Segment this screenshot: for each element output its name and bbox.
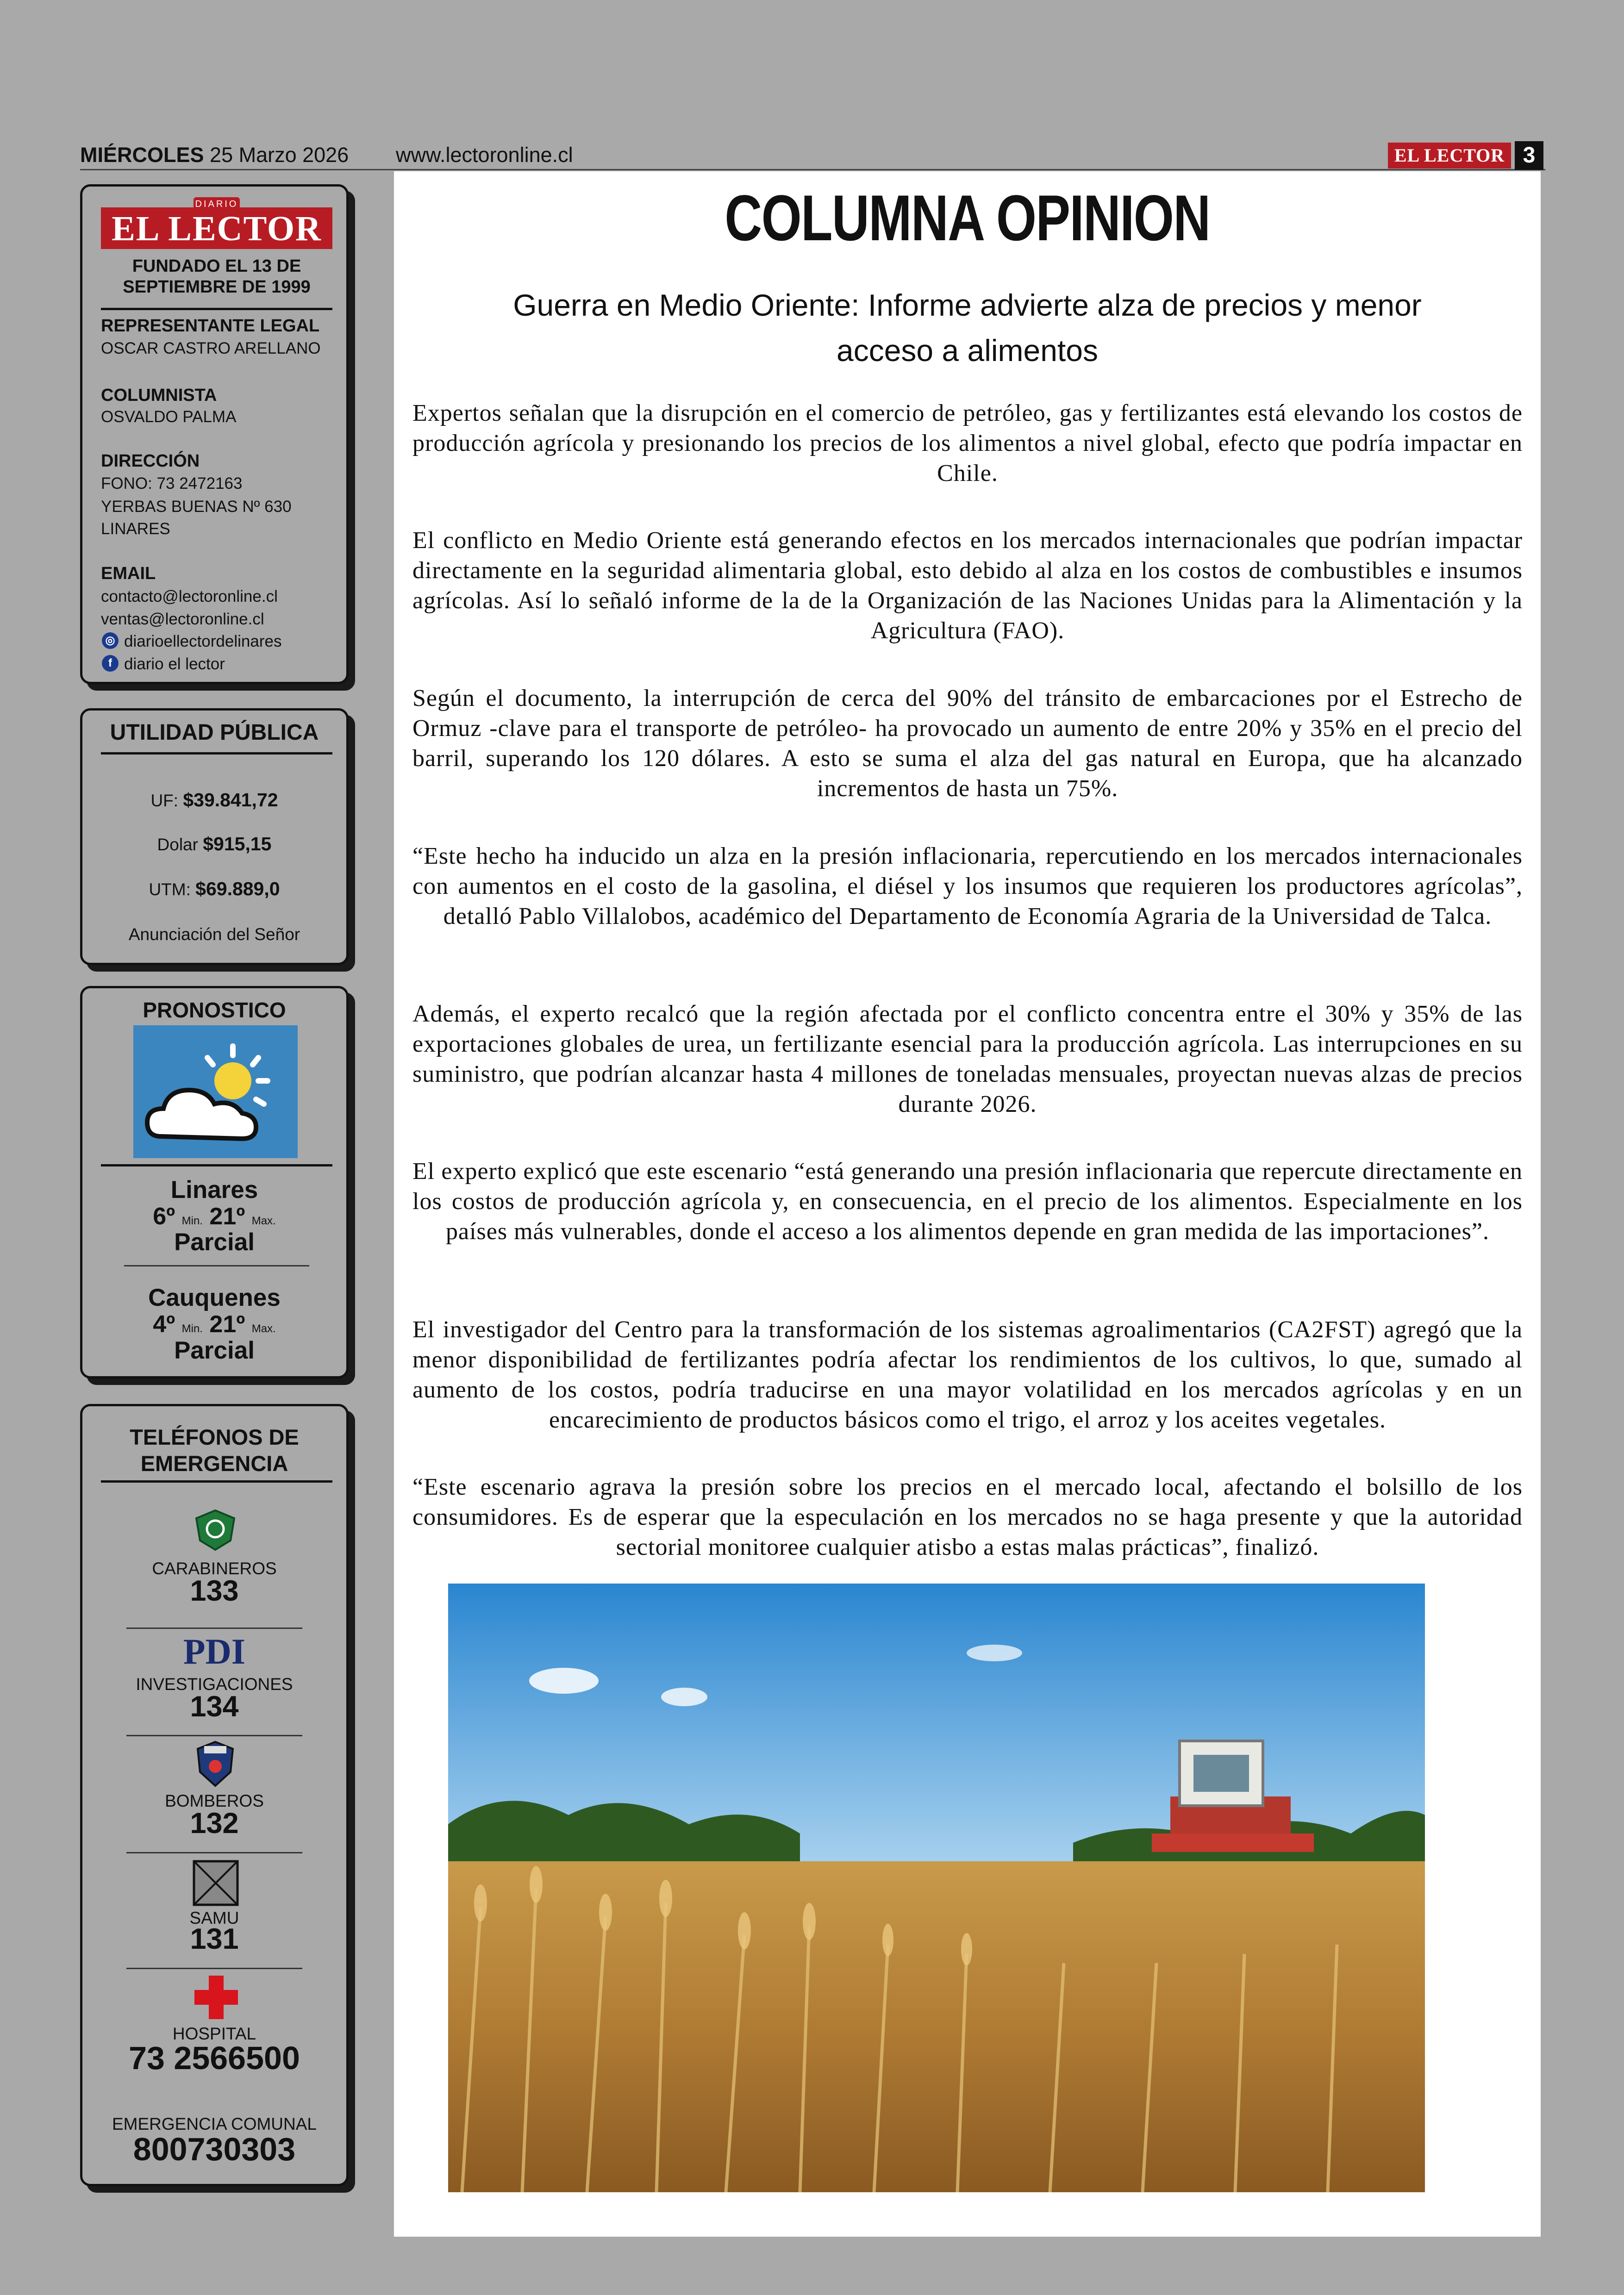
city: LINARES	[101, 520, 170, 538]
facebook-handle[interactable]: diario el lector	[124, 655, 225, 673]
article-paragraph: El investigador del Centro para la transformación de los sistemas agroalimentarios (CA2FST) agregó que la menor disponibilidad de fertilizantes podría afectar los rendimientos de los cultivos, lo que, sumado al aumento de los costos, podría traducirse en una mayor volatilidad en los mercados agrícolas y en un encarecimiento de productos básicos como el trigo, el arroz y los aceites vegetales.	[412, 1316, 1523, 1433]
page-header	[80, 141, 1543, 170]
utility-box	[80, 708, 349, 965]
divider	[126, 1968, 302, 1969]
article-paragraph: “Este hecho ha inducido un alza en la presión inflacionaria, repercutiendo en los mercados internacionales con aumentos en el costo de la gasolina, el diésel y los insumos que requieren los productores agrícolas”, detalló Pablo Villalobos, académico del Departamento de Economía Agraria de la Universidad de Talca.	[412, 843, 1523, 929]
email-contact[interactable]: contacto@lectoronline.cl	[101, 587, 278, 605]
weather-title: PRONOSTICO	[143, 998, 286, 1022]
instagram-handle[interactable]: diarioellectordelinares	[124, 632, 282, 650]
email-label: EMAIL	[101, 564, 156, 583]
emergency-label: HOSPITAL	[172, 2024, 256, 2043]
masthead-box	[80, 184, 349, 684]
article-paragraph: El experto explicó que este escenario “está generando una presión inflacionaria que repercute directamente en los costos de producción agrícola y, en consecuencia, en el precio de los alimentos. Especialmente en los países más vulnerables, donde el acceso a los alimentos depende en gran medida de las importaciones”.	[412, 1158, 1523, 1245]
carabineros-badge-icon	[194, 1508, 237, 1552]
emergency-box	[80, 1404, 349, 2186]
temperature-range: 6º Min. 21º Max.	[153, 1203, 276, 1230]
article-paragraph: El conflicto en Medio Oriente está generando efectos en los mercados internacionales que podrían impactar directamente en la seguridad alimentaria global, esto debido al alza en los costos de combustibles e insumos agrícolas. Así lo señaló informe de la de la Organización de las Naciones Unidas para la Alimentación y la Agricultura (FAO).	[412, 527, 1523, 644]
founded-date: FUNDADO EL 13 DE SEPTIEMBRE DE 1999	[123, 256, 311, 297]
divider	[101, 1480, 332, 1483]
temperature-range: 4º Min. 21º Max.	[153, 1311, 276, 1338]
emergency-number[interactable]: 73 2566500	[129, 2040, 300, 2076]
issue-date: MIÉRCOLES 25 Marzo 2026	[80, 143, 349, 167]
emergency-label: EMERGENCIA COMUNAL	[112, 2114, 317, 2133]
emergency-label: INVESTIGACIONES	[136, 1675, 293, 1694]
legal-rep-label: REPRESENTANTE LEGAL	[101, 316, 320, 336]
pdi-logo-icon: PDI	[183, 1631, 246, 1671]
divider	[126, 1628, 302, 1629]
newspaper-logo: DIARIO EL LECTOR	[101, 207, 332, 249]
emergency-label: SAMU	[189, 1908, 239, 1927]
address-label: DIRECCIÓN	[101, 451, 200, 471]
wheat-field-harvester-photo	[448, 1584, 1425, 2192]
facebook-icon: f	[102, 655, 119, 672]
dolar-row: Dolar $915,15	[157, 833, 272, 854]
weather-box	[80, 986, 349, 1378]
utm-row: UTM: $69.889,0	[149, 878, 280, 899]
article-paragraph: Expertos señalan que la disrupción en el comercio de petróleo, gas y fertilizantes está elevando los costos de producción agrícola y presionando los precios de los alimentos a nivel global, efecto que podría impactar en Chile.	[412, 400, 1523, 486]
divider	[101, 308, 332, 310]
samu-placeholder-icon	[193, 1860, 239, 1906]
divider	[126, 1852, 302, 1853]
emergency-number[interactable]: 134	[190, 1690, 239, 1723]
website-link[interactable]: www.lectoronline.cl	[396, 143, 573, 167]
city-name: Linares	[170, 1176, 258, 1204]
emergency-number[interactable]: 800730303	[133, 2131, 296, 2167]
article-paragraph: “Este escenario agrava la presión sobre los precios en el mercado local, afectando el bolsillo de los consumidores. Es de esperar que la especulación en los mercados no se haga presente y que la autoridad sectorial monitoree cualquier atisbo a estas malas prácticas”, finalizó.	[412, 1474, 1523, 1560]
partly-cloudy-icon	[133, 1025, 298, 1158]
phone: FONO: 73 2472163	[101, 474, 243, 493]
emergency-label: BOMBEROS	[165, 1791, 264, 1810]
emergency-title: TELÉFONOS DE EMERGENCIA	[130, 1425, 299, 1476]
emergency-label: CARABINEROS	[152, 1559, 277, 1578]
email-sales[interactable]: ventas@lectoronline.cl	[101, 610, 264, 628]
columnist-name: OSVALDO PALMA	[101, 408, 237, 426]
uf-row: UF: $39.841,72	[150, 789, 278, 811]
utility-title: UTILIDAD PÚBLICA	[110, 720, 319, 745]
weather-condition: Parcial	[174, 1229, 255, 1256]
divider	[124, 1265, 309, 1266]
bomberos-badge-icon	[196, 1740, 235, 1788]
article-paragraph: Según el documento, la interrupción de cerca del 90% del tránsito de embarcaciones por el Estrecho de Ormuz -clave para el transporte de petróleo- ha provocado un aumento de entre 20% y 35% en el precio del barril, superando los 120 dólares. A esto se suma el alza del gas natural en Europa, que ha alcanzado incrementos de hasta un 75%.	[412, 685, 1523, 802]
city-name: Cauquenes	[148, 1284, 281, 1311]
columnist-label: COLUMNISTA	[101, 386, 217, 405]
page-number: 3	[1515, 141, 1543, 170]
divider	[101, 1164, 332, 1166]
section-title: COLUMNA OPINION	[725, 181, 1210, 254]
header-rule	[80, 169, 1545, 170]
article-title: Guerra en Medio Oriente: Informe advierte alza de precios y menor acceso a alimentos	[513, 288, 1422, 368]
red-cross-icon	[194, 1975, 239, 2020]
divider	[101, 752, 332, 755]
weather-condition: Parcial	[174, 1337, 255, 1364]
legal-rep-name: OSCAR CASTRO ARELLANO	[101, 339, 321, 357]
saint-of-day: Anunciación del Señor	[128, 925, 300, 944]
article-column	[394, 171, 1541, 2237]
article-paragraph: Además, el experto recalcó que la región afectada por el conflicto concentra entre el 30% y 35% de las exportaciones globales de urea, un fertilizante esencial para la producción agrícola. Las interrupciones en su suministro, que podrían alcanzar hasta 4 millones de toneladas mensuales, proyectan nuevas alzas de precios durante 2026.	[412, 1001, 1523, 1117]
header-logo: EL LECTOR	[1388, 143, 1511, 168]
emergency-number[interactable]: 131	[190, 1923, 239, 1955]
street: YERBAS BUENAS Nº 630	[101, 498, 292, 516]
instagram-icon: ◎	[102, 632, 119, 649]
divider	[126, 1735, 302, 1736]
emergency-number[interactable]: 133	[190, 1575, 239, 1607]
emergency-number[interactable]: 132	[190, 1807, 239, 1840]
